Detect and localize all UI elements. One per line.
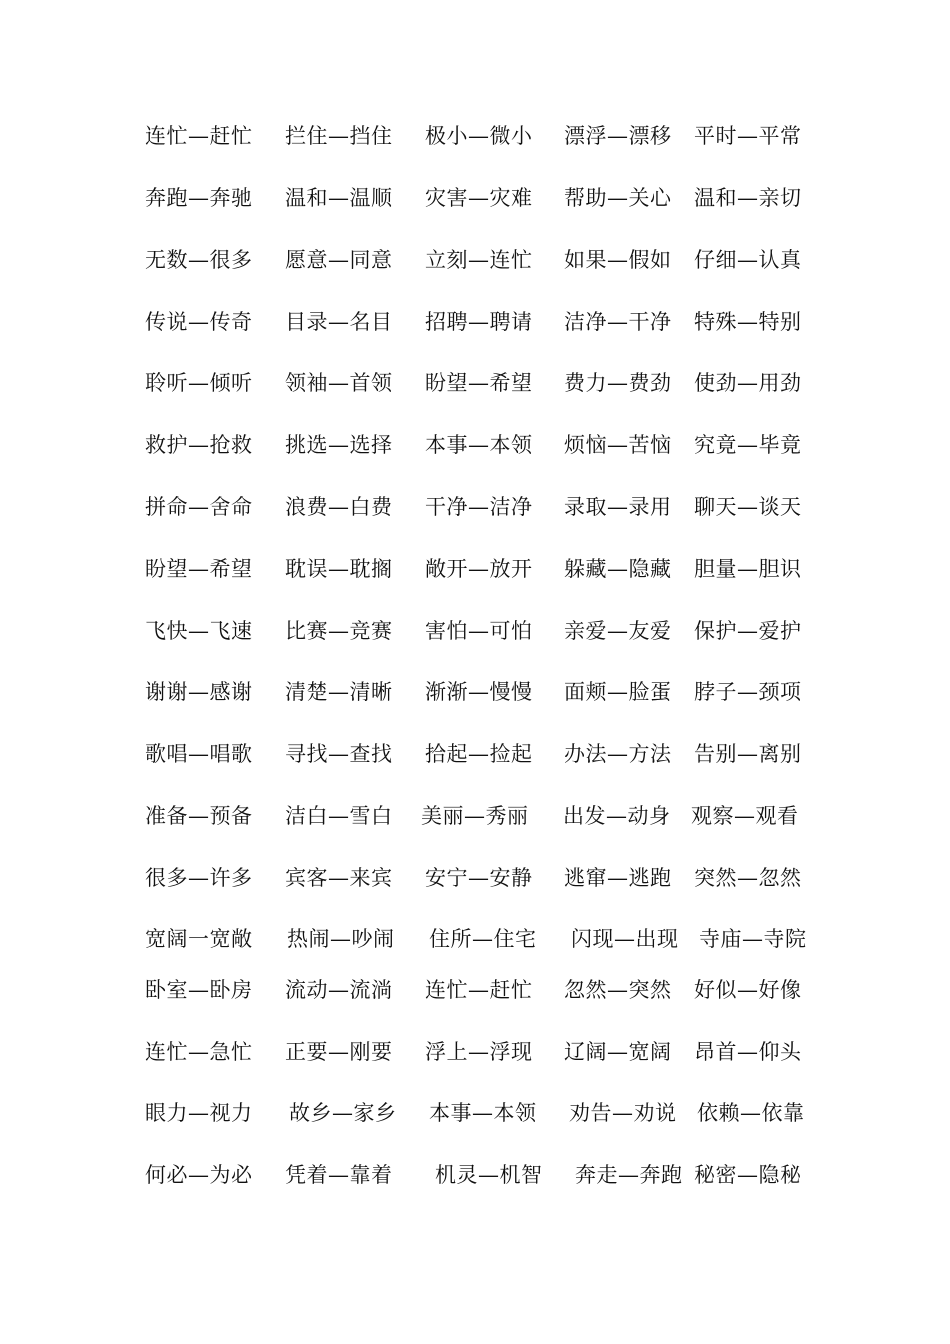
synonym-pair: 凭着—靠着 — [285, 1163, 393, 1187]
synonym-pair: 本事—本领 — [425, 433, 533, 457]
synonym-pair: 躲藏—隐藏 — [564, 557, 672, 581]
synonym-pair: 脖子—颈项 — [694, 680, 802, 704]
synonym-pair: 比赛—竞赛 — [285, 619, 393, 643]
synonym-pair: 温和—温顺 — [285, 186, 393, 210]
synonym-pair: 出发—动身 — [563, 804, 671, 828]
synonym-pair: 依赖—依靠 — [697, 1101, 805, 1125]
synonym-pair: 谢谢—感谢 — [145, 680, 253, 704]
synonym-pair: 很多—许多 — [145, 866, 253, 890]
synonym-pair: 逃窜—逃跑 — [564, 866, 672, 890]
synonym-row — [0, 116, 950, 156]
synonym-pair: 忽然—突然 — [564, 978, 672, 1002]
synonym-row — [0, 1155, 950, 1195]
synonym-pair: 清楚—清晰 — [285, 680, 393, 704]
synonym-pair: 突然—忽然 — [694, 866, 802, 890]
synonym-row — [0, 734, 950, 774]
synonym-pair: 拾起—捡起 — [425, 742, 533, 766]
synonym-pair: 面颊—脸蛋 — [564, 680, 672, 704]
synonym-pair: 昂首—仰头 — [694, 1040, 802, 1064]
synonym-pair: 连忙—赶忙 — [145, 124, 253, 148]
synonym-pair: 无数—很多 — [145, 248, 253, 272]
synonym-pair: 耽误—耽搁 — [285, 557, 393, 581]
synonym-pair: 渐渐—慢慢 — [425, 680, 533, 704]
synonym-pair: 挑选—选择 — [285, 433, 393, 457]
synonym-row — [0, 796, 950, 836]
synonym-pair: 寻找—查找 — [285, 742, 393, 766]
synonym-row — [0, 919, 950, 959]
synonym-pair: 如果—假如 — [564, 248, 672, 272]
synonym-pair: 故乡—家乡 — [289, 1101, 397, 1125]
synonym-row — [0, 487, 950, 527]
synonym-pair: 热闹—吵闹 — [287, 927, 395, 951]
synonym-pair: 传说—传奇 — [145, 310, 253, 334]
synonym-pair: 准备—预备 — [145, 804, 253, 828]
synonym-row — [0, 1032, 950, 1072]
synonym-row — [0, 302, 950, 342]
synonym-pair: 害怕—可怕 — [425, 619, 533, 643]
synonym-pair: 飞快—飞速 — [145, 619, 253, 643]
synonym-row — [0, 611, 950, 651]
synonym-pair: 拼命—舍命 — [145, 495, 253, 519]
synonym-pair: 奔跑—奔驰 — [145, 186, 253, 210]
synonym-pair: 盼望—希望 — [425, 371, 533, 395]
synonym-pair: 敞开—放开 — [425, 557, 533, 581]
synonym-row — [0, 363, 950, 403]
synonym-row — [0, 970, 950, 1010]
synonym-pair: 录取—录用 — [564, 495, 672, 519]
synonym-pair: 连忙—急忙 — [145, 1040, 253, 1064]
synonym-pair: 亲爱—友爱 — [564, 619, 672, 643]
synonym-pair: 住所—住宅 — [429, 927, 537, 951]
synonym-pair: 劝告—劝说 — [569, 1101, 677, 1125]
synonym-pair: 辽阔—宽阔 — [564, 1040, 672, 1064]
synonym-pair: 奔走—奔跑 — [575, 1163, 683, 1187]
synonym-row — [0, 1093, 950, 1133]
synonym-pair: 流动—流淌 — [285, 978, 393, 1002]
synonym-pair: 干净—洁净 — [425, 495, 533, 519]
synonym-pair: 眼力—视力 — [145, 1101, 253, 1125]
synonym-pair: 观察—观看 — [691, 804, 799, 828]
synonym-pair: 何必—为必 — [145, 1163, 253, 1187]
synonym-pair: 机灵—机智 — [435, 1163, 543, 1187]
synonym-pair: 浪费—白费 — [285, 495, 393, 519]
synonym-pair: 聆听—倾听 — [145, 371, 253, 395]
synonym-pair: 温和—亲切 — [694, 186, 802, 210]
synonym-pair: 极小—微小 — [425, 124, 533, 148]
synonym-pair: 仔细—认真 — [694, 248, 802, 272]
synonym-pair: 办法—方法 — [564, 742, 672, 766]
synonym-pair: 平时—平常 — [694, 124, 802, 148]
synonym-row — [0, 425, 950, 465]
synonym-pair: 洁净—干净 — [564, 310, 672, 334]
synonym-pair: 招聘—聘请 — [425, 310, 533, 334]
synonym-pair: 秘密—隐秘 — [694, 1163, 802, 1187]
synonym-pair: 使劲—用劲 — [694, 371, 802, 395]
synonym-pair: 闪现—出现 — [571, 927, 679, 951]
synonym-pair: 正要—刚要 — [285, 1040, 393, 1064]
synonym-pair: 保护—爱护 — [694, 619, 802, 643]
synonym-pair: 宾客—来宾 — [285, 866, 393, 890]
synonym-row — [0, 240, 950, 280]
synonym-pair: 宽阔一宽敞 — [145, 927, 253, 951]
synonym-pair: 帮助—关心 — [564, 186, 672, 210]
synonym-row — [0, 549, 950, 589]
synonym-row — [0, 858, 950, 898]
synonym-pair: 卧室—卧房 — [145, 978, 253, 1002]
synonym-pair: 告别—离别 — [694, 742, 802, 766]
synonym-pair: 寺庙—寺院 — [699, 927, 807, 951]
synonym-pair: 拦住—挡住 — [285, 124, 393, 148]
synonym-pair: 烦恼—苦恼 — [564, 433, 672, 457]
synonym-pair: 目录—名目 — [285, 310, 393, 334]
synonym-pair: 灾害—灾难 — [425, 186, 533, 210]
synonym-pair: 洁白—雪白 — [285, 804, 393, 828]
synonym-pair: 领袖—首领 — [285, 371, 393, 395]
synonym-pair: 本事—本领 — [429, 1101, 537, 1125]
synonym-pair: 好似—好像 — [694, 978, 802, 1002]
synonym-pair: 美丽—秀丽 — [421, 804, 529, 828]
synonym-pair: 费力—费劲 — [564, 371, 672, 395]
synonym-pair: 连忙—赶忙 — [425, 978, 533, 1002]
synonym-pair: 歌唱—唱歌 — [145, 742, 253, 766]
synonym-pair: 救护—抢救 — [145, 433, 253, 457]
synonym-pair: 究竟—毕竟 — [694, 433, 802, 457]
synonym-row — [0, 178, 950, 218]
synonym-pair: 愿意—同意 — [285, 248, 393, 272]
synonym-pair: 胆量—胆识 — [694, 557, 802, 581]
synonym-pair: 聊天—谈天 — [694, 495, 802, 519]
synonym-row — [0, 672, 950, 712]
synonym-pair: 浮上—浮现 — [425, 1040, 533, 1064]
synonym-pair: 盼望—希望 — [145, 557, 253, 581]
synonym-pair: 漂浮—漂移 — [564, 124, 672, 148]
synonym-pair: 立刻—连忙 — [425, 248, 533, 272]
synonym-pair: 安宁—安静 — [425, 866, 533, 890]
synonym-pair: 特殊—特别 — [694, 310, 802, 334]
